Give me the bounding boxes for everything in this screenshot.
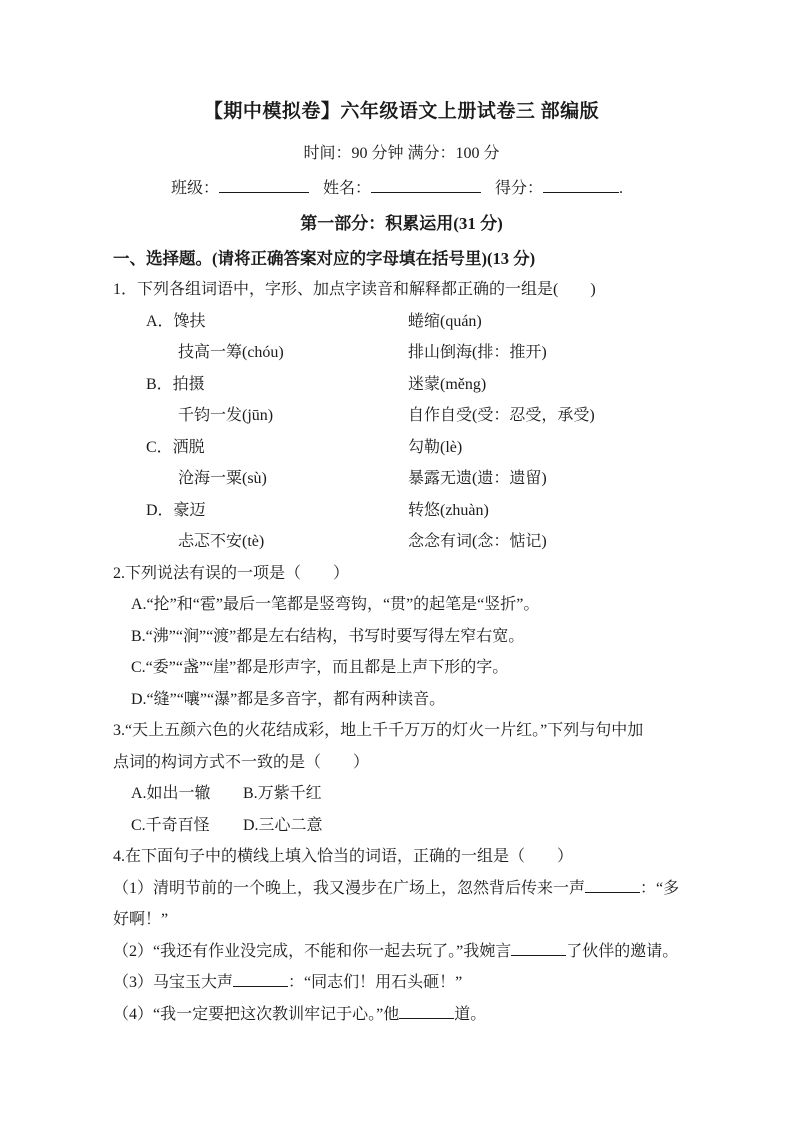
q1-option-b-word4: 自作自受(受：忍受，承受)	[408, 407, 595, 424]
q1-option-b-word2: 迷蒙(měng)	[408, 375, 487, 393]
q3-options-row1	[113, 778, 690, 810]
q4-item-2-post: 了伙伴的邀请。	[566, 942, 679, 960]
q3-option-d: D.三心二意	[243, 816, 323, 834]
q4-item-4-post: 道。	[454, 1005, 487, 1023]
q4-item-4-blank	[399, 1005, 454, 1019]
q1-option-c-word4: 暴露无遗(遗：遗留)	[408, 470, 547, 487]
q3-option-c: C.千奇百怪	[131, 816, 210, 834]
q1-option-a-word2: 蜷缩(quán)	[408, 312, 482, 330]
q4-item-2-blank	[511, 942, 566, 956]
q4-item-1-line1	[113, 873, 690, 905]
q1-option-c-row1	[113, 432, 690, 464]
q1-option-a-word4: 排山倒海(排：推开)	[408, 344, 547, 361]
q2-option-b: B.“沸”“涧”“渡”都是左右结构，书写时要写得左窄右宽。	[131, 627, 525, 645]
q4-item-3-pre: （3）马宝玉大声	[113, 974, 234, 991]
q2-option-d: D.“缝”“嚷”“瀑”都是多音字，都有两种读音。	[131, 690, 446, 708]
q1-option-c-word2: 勾勒(lè)	[408, 438, 463, 456]
class-blank	[219, 179, 309, 193]
q3-stem-line2: 点词的构词方式不一致的是（ ）	[113, 753, 370, 771]
q4-item-3	[113, 967, 690, 999]
q1-option-d-word4: 念念有词(念：惦记)	[408, 533, 547, 550]
q3-options-row2	[113, 810, 690, 842]
q1-option-b-word: B．拍摄	[146, 375, 205, 393]
q1-option-d-row1	[113, 495, 690, 527]
q4-item-1-post: ：“多	[640, 879, 680, 897]
q4-item-4	[113, 999, 690, 1031]
q4-item-2	[113, 936, 690, 968]
q1-option-c-word3: 沧海一粟(sù)	[178, 470, 267, 487]
q1-option-a-word3: 技高一筹(chóu)	[178, 344, 284, 361]
q1-option-d-word3: 忐忑不安(tè)	[178, 533, 265, 550]
q1-stem: 1．下列各组词语中，字形、加点字读音和解释都正确的一组是( )	[113, 281, 596, 298]
q4-stem: 4.在下面句子中的横线上填入恰当的词语，正确的一组是（ ）	[113, 848, 574, 865]
score-blank	[543, 179, 619, 193]
q4-item-3-blank	[233, 973, 288, 987]
q1-option-d-row2	[113, 526, 690, 558]
q4-item-1-blank	[585, 879, 640, 893]
q1-option-c-row2	[113, 463, 690, 495]
q1-option-c-word: C．洒脱	[146, 438, 205, 456]
part-one-heading: 一、选择题。(请将正确答案对应的字母填在括号里)(13 分)	[113, 249, 536, 268]
q1-option-a-word: A．馋扶	[146, 312, 206, 330]
q4-item-3-post: ：“同志们！用石头砸！”	[288, 974, 463, 991]
q1-option-d-word: D．豪迈	[146, 501, 206, 519]
q3-stem-line1: 3.“天上五颜六色的火花结成彩，地上千千万万的灯火一片红。”下列与句中加	[113, 722, 644, 739]
student-info-line	[113, 176, 690, 202]
q4-item-1-line2: 好啊！”	[113, 911, 169, 928]
q1-option-b-word3: 千钧一发(jūn)	[178, 407, 274, 424]
q1-option-b-row2	[113, 400, 690, 432]
q4-item-1-pre: （1）清明节前的一个晚上，我又漫步在广场上，忽然背后传来一声	[113, 879, 586, 897]
q2-option-c: C.“委”“盏”“崖”都是形声字，而且都是上声下形的字。	[131, 659, 509, 676]
section-heading: 第一部分：积累运用(31 分)	[300, 214, 503, 233]
class-field-label: 班级：	[171, 180, 220, 197]
paper-title: 【期中模拟卷】六年级语文上册试卷三 部编版	[203, 101, 600, 122]
q4-item-4-pre: （4）“我一定要把这次教训牢记于心。”他	[113, 1005, 400, 1023]
score-field-label: 得分：	[495, 180, 544, 197]
q1-option-b-row1	[113, 369, 690, 401]
trailing-period: .	[619, 180, 624, 197]
name-blank	[371, 179, 481, 193]
q3-option-a: A.如出一辙	[131, 785, 211, 802]
q1-option-a-row1	[113, 306, 690, 338]
q1-option-a-row2	[113, 337, 690, 369]
q2-option-a: A.“抡”和“雹”最后一笔都是竖弯钩，“贯”的起笔是“竖折”。	[131, 596, 540, 613]
name-field-label: 姓名：	[323, 180, 372, 197]
q4-item-2-pre: （2）“我还有作业没完成，不能和你一起去玩了。”我婉言	[113, 942, 512, 960]
q3-option-b: B.万紫千红	[243, 785, 322, 802]
q2-stem: 2.下列说法有误的一项是（ ）	[113, 564, 350, 582]
exam-meta: 时间：90 分钟 满分：100 分	[303, 145, 500, 162]
q1-option-d-word2: 转悠(zhuàn)	[408, 501, 489, 519]
